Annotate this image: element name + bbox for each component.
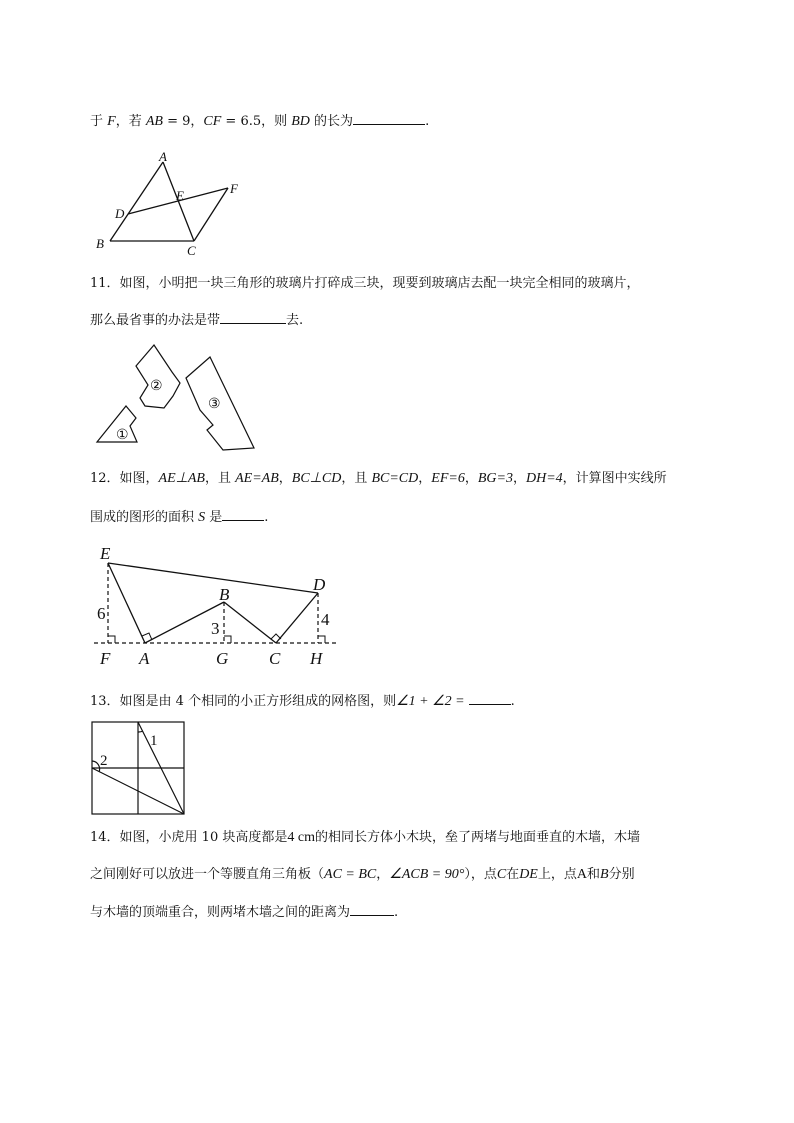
piece-label-3: ③	[208, 397, 221, 412]
q11-line-1: 11．如图，小明把一块三角形的玻璃片打碎成三块，现要到玻璃店去配一块完全相同的玻璃片，	[90, 276, 640, 291]
q10-ab-value: = 9，	[162, 114, 204, 129]
q10-var-cf: CF	[203, 114, 222, 129]
q14-var-a: A	[576, 867, 587, 882]
q14-block-height: 4 cm	[287, 830, 315, 845]
q14-var-de: DE	[519, 867, 538, 882]
q12-answer-blank[interactable]	[222, 508, 264, 521]
q13-line	[90, 692, 515, 710]
q14-text-2g: 在	[506, 867, 520, 882]
fig12-length-bg: 3	[211, 619, 220, 638]
q14-text-1a: 14．如图，小虎用 10 块高度都是	[90, 830, 288, 845]
q12-text-c: ，且	[204, 471, 236, 486]
q12-var-s: S	[198, 510, 206, 525]
fig10-label-c: C	[187, 243, 196, 258]
q12-period: .	[264, 510, 269, 525]
q14-text-3a: 与木墙的顶端重合，则两堵木墙之间的距离为	[90, 905, 351, 920]
fig12-label-a: A	[139, 649, 150, 668]
q12-text-e: ，	[278, 471, 292, 486]
fig12-label-c: C	[269, 649, 281, 668]
fig10-label-a: A	[159, 149, 167, 164]
q10-period: .	[425, 114, 430, 129]
q10-text-2: ，若	[115, 114, 146, 129]
fig10-label-d: D	[115, 206, 125, 221]
q13-period: .	[510, 694, 515, 709]
fig12-label-g: G	[216, 649, 229, 668]
q12-figure	[90, 545, 350, 675]
glass-piece-2	[136, 345, 180, 408]
q14-cond-ac-eq-bc: AC = BC	[324, 867, 377, 882]
q12-cond-bc-perp-cd: BC⊥CD	[291, 471, 342, 486]
fig10-label-b: B	[96, 236, 104, 251]
fig12-label-b: B	[219, 585, 230, 604]
q12-text-m: ，	[512, 471, 526, 486]
q14-var-c: C	[496, 867, 507, 882]
q13-figure	[92, 722, 188, 816]
q13-answer-blank[interactable]	[469, 692, 511, 705]
q12-line-2	[90, 508, 268, 526]
q14-var-b: B	[600, 867, 609, 882]
q14-line-3	[90, 903, 398, 921]
q10-text-1: 于	[90, 114, 108, 129]
q12-text-2b: 是	[205, 510, 223, 525]
q14-text-2e: ），点	[464, 867, 497, 882]
fig13-angle-2: 2	[100, 753, 108, 769]
fig13-angle-1: 1	[150, 733, 158, 749]
fig12-label-f: F	[100, 649, 111, 668]
q10-var-f: F	[107, 114, 116, 129]
fig12-label-h: H	[310, 649, 323, 668]
q12-cond-dh: DH=4	[525, 471, 563, 486]
fig12-label-d: D	[313, 575, 326, 594]
piece-label-1: ①	[116, 428, 129, 443]
q12-cond-bc-eq-cd: BC=CD	[371, 471, 419, 486]
q14-text-2a: 之间刚好可以放进一个等腰直角三角板（	[90, 867, 325, 882]
q12-cond-bg: BG=3	[477, 471, 513, 486]
q14-text-2m: 分别	[608, 867, 635, 882]
q10-var-bd: BD	[291, 114, 310, 129]
q10-figure	[90, 148, 250, 258]
q11-text-a: 那么最省事的办法是带	[90, 313, 221, 328]
q10-answer-blank[interactable]	[353, 112, 425, 125]
q10-text-3: 的长为	[309, 114, 354, 129]
q12-text-2a: 围成的图形的面积	[90, 510, 199, 525]
fig10-label-f: F	[230, 181, 238, 196]
q10-var-ab: AB	[145, 114, 163, 129]
q12-text-i: ，	[418, 471, 432, 486]
q14-text-2i: 上，点	[537, 867, 577, 882]
fig10-label-e: E	[176, 188, 184, 203]
fig12-length-dh: 4	[321, 610, 330, 629]
q12-cond-ae-perp-ab: AE⊥AB	[158, 471, 205, 486]
q14-cond-angle-acb: ∠ACB = 90°	[389, 867, 465, 882]
q11-answer-blank[interactable]	[220, 311, 286, 324]
q14-text-1c: 的相同长方体小木块，垒了两堵与地面垂直的木墙，木墙	[314, 830, 640, 845]
q12-cond-ae-eq-ab: AE=AB	[235, 471, 279, 486]
q14-text-2k: 和	[587, 867, 601, 882]
q12-text-k: ，	[464, 471, 478, 486]
q11-line-2	[90, 311, 303, 329]
q14-period: .	[394, 905, 399, 920]
q13-text: 13．如图是由 4 个相同的小正方形组成的网格图，则	[90, 694, 397, 709]
q13-expression: ∠1 + ∠2 =	[396, 694, 465, 709]
q14-answer-blank[interactable]	[350, 903, 394, 916]
fig12-length-ef: 6	[97, 604, 106, 623]
q10-cf-value: = 6.5，则	[221, 114, 292, 129]
piece-label-2: ②	[150, 379, 163, 394]
q14-line-1	[90, 830, 640, 846]
fig12-label-e: E	[100, 544, 111, 563]
q12-text-g: ，且	[341, 471, 372, 486]
q14-text-2c: ，	[376, 867, 390, 882]
q12-line-1	[90, 471, 667, 487]
q14-line-2	[90, 867, 635, 883]
q11-figure	[90, 340, 270, 455]
q12-text-o: ，计算图中实线所	[562, 471, 667, 486]
q10-text	[90, 112, 429, 130]
q12-text-a: 12．如图，	[90, 471, 159, 486]
q11-text-b: 去.	[286, 313, 304, 328]
q12-cond-ef: EF=6	[431, 471, 465, 486]
